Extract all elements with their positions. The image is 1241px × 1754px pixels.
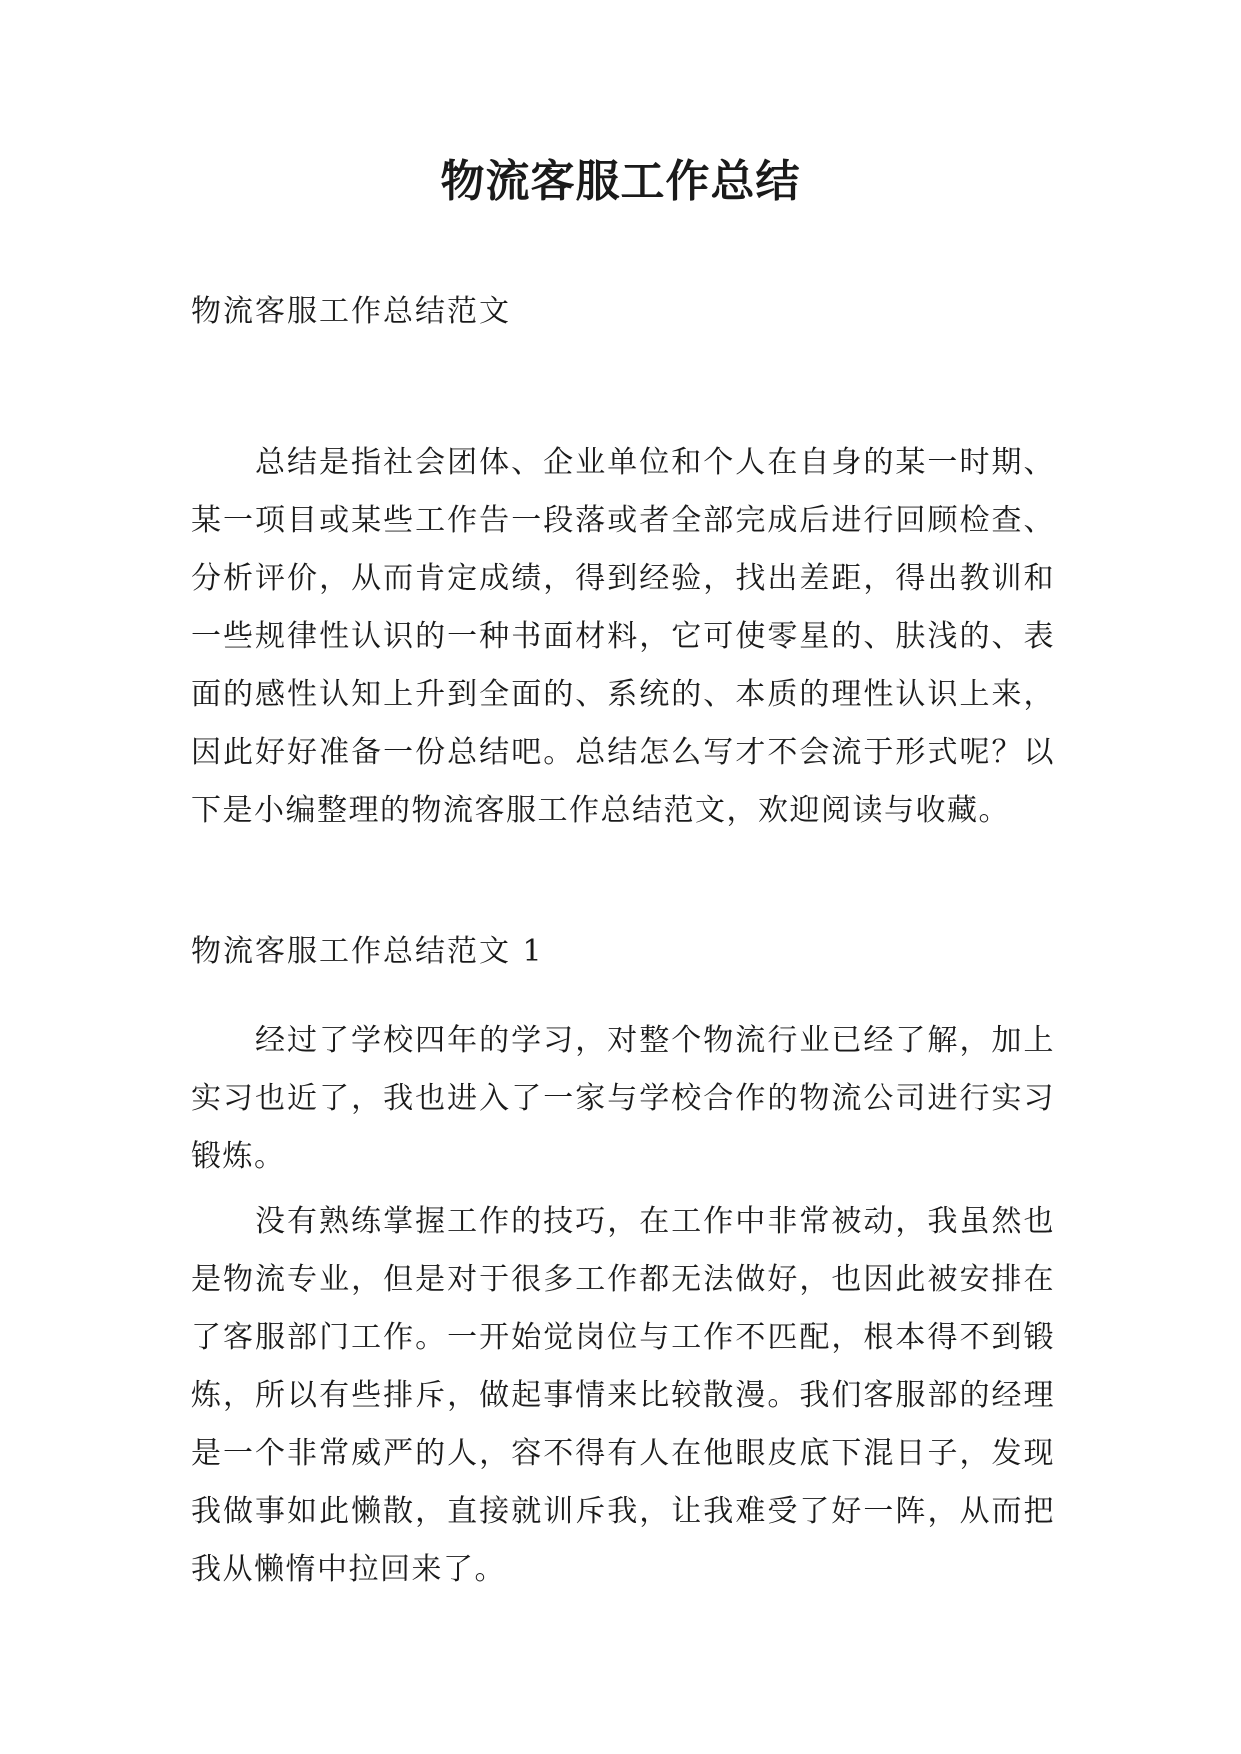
section1-paragraph-2: 没有熟练掌握工作的技巧，在工作中非常被动，我虽然也是物流专业，但是对于很多工作都无法做好，也因此被安排在了客服部门工作。一开始觉岗位与工作不匹配，根本得不到锻炼，所以有些排斥，做起事情来比较散漫。我们客服部的经理是一个非常威严的人，容不得有人在他眼皮底下混日子，发现我做事如此懒散，直接就训斥我，让我难受了好一阵，从而把我从懒惰中拉回来了。	[191, 1204, 1055, 1587]
intro-paragraph: 总结是指社会团体、企业单位和个人在自身的某一时期、某一项目或某些工作告一段落或者全部完成后进行回顾检查、分析评价，从而肯定成绩，得到经验，找出差距，得出教训和一些规律性认识的一种书面材料，它可使零星的、肤浅的、表面的感性认知上升到全面的、系统的、本质的理性认识上来，因此好好准备一份总结吧。总结怎么写才不会流于形式呢？以下是小编整理的物流客服工作总结范文，欢迎阅读与收藏。	[191, 445, 1055, 828]
document-subtitle: 物流客服工作总结范文	[191, 294, 511, 329]
section1-paragraph-1: 经过了学校四年的学习，对整个物流行业已经了解，加上实习也近了，我也进入了一家与学校合作的物流公司进行实习锻炼。	[191, 1023, 1055, 1174]
section-heading-1: 物流客服工作总结范文 1	[191, 934, 544, 969]
document-title: 物流客服工作总结	[440, 156, 801, 207]
